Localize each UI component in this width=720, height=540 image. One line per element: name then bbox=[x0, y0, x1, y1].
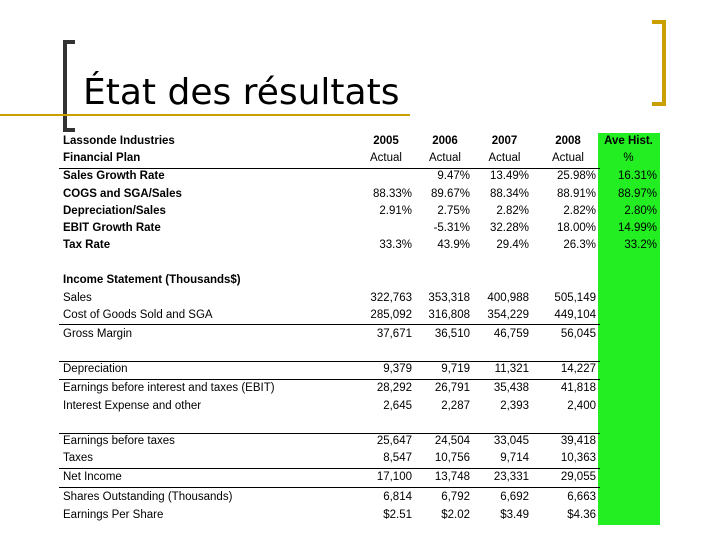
table-cell: 23,331 bbox=[493, 471, 529, 483]
table-cell: 10,756 bbox=[434, 452, 470, 464]
table-cell: 28,292 bbox=[376, 382, 412, 394]
table-cell: 13,748 bbox=[434, 471, 470, 483]
subheader: Actual bbox=[429, 152, 461, 164]
table-cell: 316,808 bbox=[428, 309, 470, 321]
ave-hist-header: Ave Hist. bbox=[604, 135, 653, 147]
company-name: Lassonde Industries bbox=[63, 135, 175, 147]
header-row-years bbox=[0, 135, 720, 151]
table-cell: 25,647 bbox=[376, 435, 412, 447]
table-cell: 8,547 bbox=[383, 452, 412, 464]
table-cell: 354,229 bbox=[487, 309, 529, 321]
table-cell: 36,510 bbox=[434, 328, 470, 340]
table-cell: 17,100 bbox=[376, 471, 412, 483]
table-row bbox=[0, 452, 720, 468]
table-cell: 285,092 bbox=[370, 309, 412, 321]
table-cell: 13.49% bbox=[489, 170, 529, 182]
table-cell: 2.82% bbox=[496, 205, 529, 217]
table-cell: -5.31% bbox=[433, 222, 470, 234]
table-cell: 33.3% bbox=[379, 239, 412, 251]
table-cell: 9,714 bbox=[500, 452, 529, 464]
table-cell: 32.28% bbox=[489, 222, 529, 234]
table-cell: 37,671 bbox=[376, 328, 412, 340]
row-label: Earnings Per Share bbox=[63, 509, 164, 521]
row-label: Cost of Goods Sold and SGA bbox=[63, 309, 213, 321]
table-cell: 35,438 bbox=[493, 382, 529, 394]
table-cell: 400,988 bbox=[487, 292, 529, 304]
row-label: COGS and SGA/Sales bbox=[63, 188, 182, 200]
plan-label: Financial Plan bbox=[63, 152, 141, 164]
table-cell: 2,393 bbox=[500, 400, 529, 412]
table-cell: 88.33% bbox=[372, 188, 412, 200]
table-cell: 2.82% bbox=[563, 205, 596, 217]
subheader: Actual bbox=[370, 152, 402, 164]
table-cell: 29,055 bbox=[560, 471, 596, 483]
table-cell: 33,045 bbox=[493, 435, 529, 447]
year-header: 2006 bbox=[432, 135, 458, 147]
table-cell: 353,318 bbox=[428, 292, 470, 304]
table-row bbox=[0, 170, 720, 186]
table-cell: 322,763 bbox=[370, 292, 412, 304]
table-cell: 449,104 bbox=[554, 309, 596, 321]
table-cell: 2.91% bbox=[379, 205, 412, 217]
table-cell: 14.99% bbox=[617, 222, 657, 234]
table-cell: $2.51 bbox=[383, 509, 412, 521]
table-cell: $4.36 bbox=[567, 509, 596, 521]
table-row bbox=[0, 509, 720, 525]
table-cell: 88.34% bbox=[489, 188, 529, 200]
table-cell: 18.00% bbox=[556, 222, 596, 234]
table-cell: 29.4% bbox=[496, 239, 529, 251]
table-row bbox=[0, 471, 720, 487]
row-divider bbox=[59, 361, 600, 362]
table-row bbox=[0, 400, 720, 416]
table-cell: 11,321 bbox=[494, 363, 529, 375]
table-cell: 10,363 bbox=[560, 452, 596, 464]
table-cell: 56,045 bbox=[560, 328, 596, 340]
slide-title: État des résultats bbox=[83, 72, 400, 113]
table-cell: 41,818 bbox=[560, 382, 596, 394]
table-cell: 9,379 bbox=[383, 363, 412, 375]
row-divider bbox=[59, 468, 600, 469]
table-cell: 6,663 bbox=[567, 491, 596, 503]
row-label: Interest Expense and other bbox=[63, 400, 202, 412]
table-cell: 2,645 bbox=[383, 400, 412, 412]
row-label: Tax Rate bbox=[63, 239, 111, 251]
table-row bbox=[0, 382, 720, 398]
row-label: Sales Growth Rate bbox=[63, 170, 165, 182]
section-header-row bbox=[0, 274, 720, 290]
row-label: Gross Margin bbox=[63, 328, 133, 340]
income-section-title: Income Statement (Thousands$) bbox=[63, 274, 241, 286]
table-cell: 6,692 bbox=[500, 491, 529, 503]
table-row bbox=[0, 239, 720, 255]
row-label: Net Income bbox=[63, 471, 122, 483]
table-cell: 46,759 bbox=[493, 328, 529, 340]
table-cell: 88.97% bbox=[617, 188, 657, 200]
year-header: 2007 bbox=[491, 135, 518, 147]
table-cell: 24,504 bbox=[434, 435, 470, 447]
header-divider bbox=[59, 168, 600, 169]
table-row bbox=[0, 363, 720, 379]
table-row bbox=[0, 222, 720, 238]
row-divider bbox=[59, 487, 600, 488]
table-cell: 16.31% bbox=[617, 170, 657, 182]
row-label: Taxes bbox=[63, 452, 94, 464]
header-row-sub bbox=[0, 152, 720, 168]
year-header: 2008 bbox=[555, 135, 581, 147]
row-label: Depreciation bbox=[63, 363, 128, 375]
subheader: Actual bbox=[552, 152, 584, 164]
row-label: Depreciation/Sales bbox=[63, 205, 166, 217]
table-row bbox=[0, 188, 720, 204]
table-row bbox=[0, 435, 720, 451]
table-cell: 43.9% bbox=[437, 239, 470, 251]
table-cell: 2.75% bbox=[437, 205, 470, 217]
year-header: 2005 bbox=[373, 135, 399, 147]
table-cell: 39,418 bbox=[560, 435, 596, 447]
row-divider bbox=[59, 324, 600, 325]
table-cell: 2,287 bbox=[441, 400, 470, 412]
table-row bbox=[0, 292, 720, 308]
table-row bbox=[0, 205, 720, 221]
row-label: Earnings before interest and taxes (EBIT) bbox=[63, 382, 275, 394]
table-cell: $3.49 bbox=[500, 509, 529, 521]
table-cell: 9,719 bbox=[441, 363, 470, 375]
row-label: Shares Outstanding (Thousands) bbox=[63, 491, 233, 503]
table-cell: 6,814 bbox=[383, 491, 412, 503]
table-cell: $2.02 bbox=[441, 509, 470, 521]
table-cell: 26.3% bbox=[563, 239, 596, 251]
table-cell: 6,792 bbox=[441, 491, 470, 503]
row-label: EBIT Growth Rate bbox=[63, 222, 161, 234]
table-row bbox=[0, 328, 720, 344]
table-cell: 33.2% bbox=[624, 239, 657, 251]
table-cell: 2.80% bbox=[624, 205, 657, 217]
table-cell: 2,400 bbox=[567, 400, 596, 412]
subheader: % bbox=[623, 152, 634, 164]
table-cell: 9.47% bbox=[437, 170, 470, 182]
table-cell: 505,149 bbox=[554, 292, 596, 304]
subheader: Actual bbox=[488, 152, 521, 164]
row-label: Sales bbox=[63, 292, 92, 304]
table-cell: 14,227 bbox=[560, 363, 596, 375]
table-cell: 89.67% bbox=[430, 188, 470, 200]
table-cell: 25.98% bbox=[556, 170, 596, 182]
row-label: Earnings before taxes bbox=[63, 435, 175, 447]
table-cell: 26,791 bbox=[434, 382, 470, 394]
row-divider bbox=[59, 433, 600, 434]
row-divider bbox=[59, 379, 600, 380]
table-cell: 88.91% bbox=[556, 188, 596, 200]
table-row bbox=[0, 491, 720, 507]
table-row bbox=[0, 309, 720, 325]
